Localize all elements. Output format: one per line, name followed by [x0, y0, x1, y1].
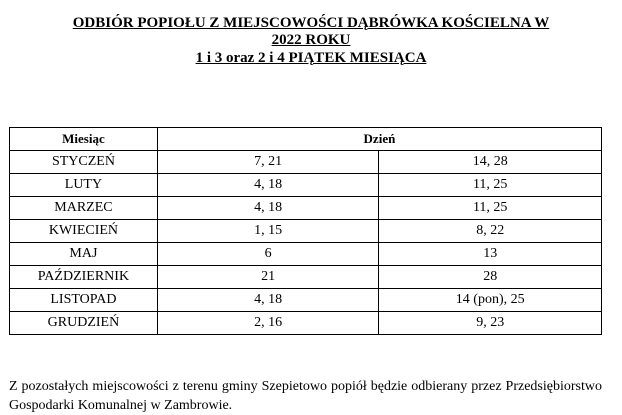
days-second-fourth-cell: 28: [379, 266, 602, 289]
document-title-line-2: 2022 ROKU: [271, 32, 351, 48]
days-first-third-cell: 21: [157, 266, 379, 289]
month-cell: STYCZEŃ: [10, 151, 158, 174]
footer-note: Z pozostałych miejscowości z terenu gminy Szepietowo popiół będzie odbierany przez Przedsiębiorstwo Gospodarki Komunalnej w Zambrowie.: [9, 379, 602, 413]
days-first-third-cell: 2, 16: [157, 312, 379, 335]
table-row: [10, 174, 602, 197]
month-cell: PAŹDZIERNIK: [10, 266, 158, 289]
table-row: [10, 243, 602, 266]
table-row: [10, 289, 602, 312]
table-row: [10, 151, 602, 174]
days-first-third-cell: 4, 18: [157, 289, 379, 312]
days-first-third-cell: 4, 18: [157, 174, 379, 197]
table-row: [10, 312, 602, 335]
days-second-fourth-cell: 8, 22: [379, 220, 602, 243]
month-cell: MAJ: [10, 243, 158, 266]
month-cell: LISTOPAD: [10, 289, 158, 312]
days-second-fourth-cell: 11, 25: [379, 174, 602, 197]
month-cell: LUTY: [10, 174, 158, 197]
document-title-line-1: ODBIÓR POPIOŁU Z MIEJSCOWOŚCI DĄBRÓWKA KOŚCIELNA W: [72, 15, 550, 31]
days-second-fourth-cell: 14 (pon), 25: [379, 289, 602, 312]
header-day: Dzień: [157, 128, 601, 151]
month-cell: KWIECIEŃ: [10, 220, 158, 243]
days-first-third-cell: 7, 21: [157, 151, 379, 174]
header-month: Miesiąc: [10, 128, 158, 151]
table-header-row: [10, 128, 602, 151]
month-cell: MARZEC: [10, 197, 158, 220]
month-cell: GRUDZIEŃ: [10, 312, 158, 335]
table-row: [10, 220, 602, 243]
days-first-third-cell: 6: [157, 243, 379, 266]
days-second-fourth-cell: 9, 23: [379, 312, 602, 335]
table-row: [10, 197, 602, 220]
table-row: [10, 266, 602, 289]
days-second-fourth-cell: 14, 28: [379, 151, 602, 174]
days-second-fourth-cell: 11, 25: [379, 197, 602, 220]
days-first-third-cell: 1, 15: [157, 220, 379, 243]
document-subtitle: 1 i 3 oraz 2 i 4 PIĄTEK MIESIĄCA: [195, 50, 427, 66]
days-first-third-cell: 4, 18: [157, 197, 379, 220]
collection-schedule-table: [9, 127, 602, 335]
days-second-fourth-cell: 13: [379, 243, 602, 266]
